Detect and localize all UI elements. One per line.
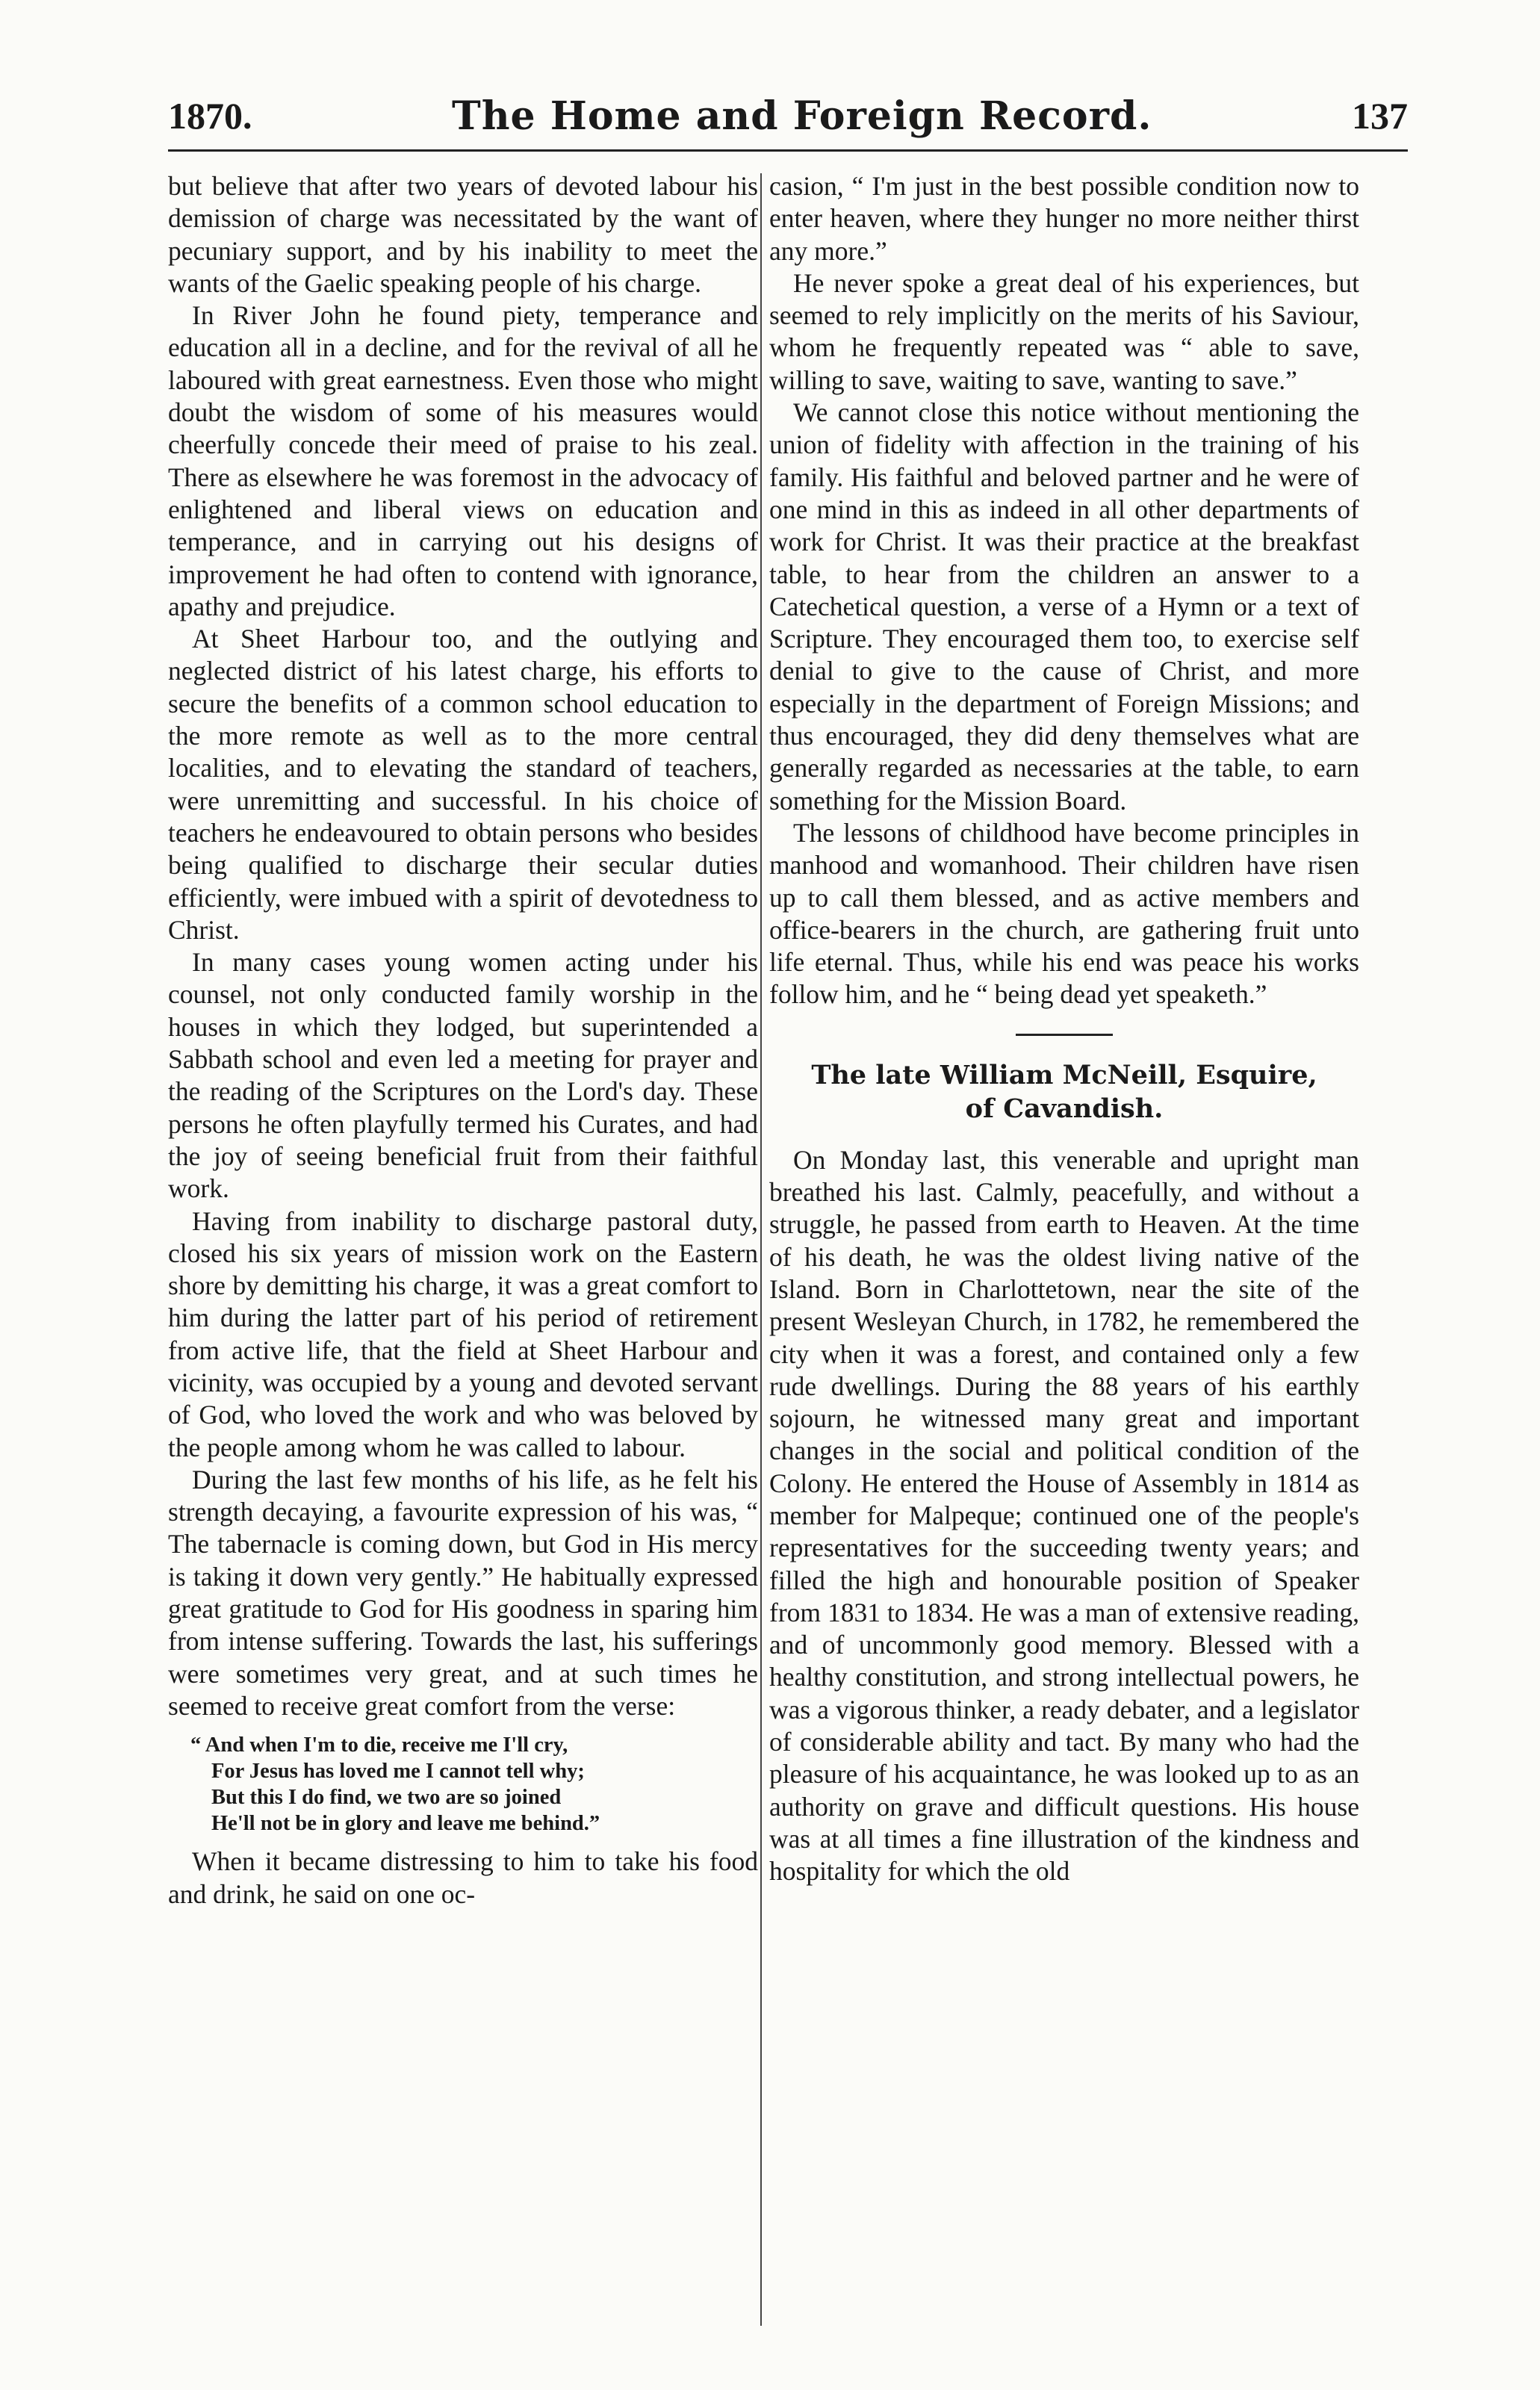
paragraph: During the last few months of his life, as he felt his strength decaying, a favourite expression of his was, “ The tabernacle is coming down, but God in His mercy is taking it down very gently.” He habitually expressed great gratitude to God for His goodness in sparing him from intense suffering. Towards the last, his sufferings were sometimes very great, and at such times he seemed to receive great comfort from the verse: (168, 1464, 758, 1721)
article-title-line: The late William McNeill, Esquire, (811, 1059, 1317, 1090)
paragraph: Having from inability to discharge pastoral duty, closed his six years of mission work on the Eastern shore by demitting his charge, it was a great comfort to him during the latter part of his period of retirement from active life, that the field at Sheet Harbour and vicinity, was occupied by a young and devoted servant of God, who loved the work and who was beloved by the people among whom he was called to labour. (168, 1205, 758, 1462)
paragraph: In River John he found piety, temperance and education all in a decline, and for the revival of all he laboured with great earnestness. Even those who might doubt the wisdom of some of his measures would cheerfully concede their meed of praise to his zeal. There as elsewhere he was foremost in the advocacy of enlightened and liberal views on education and temperance, and in carrying out his designs of improvement he had often to contend with ignorance, apathy and prejudice. (168, 300, 758, 621)
header-rule (168, 149, 1408, 152)
article-title (769, 1058, 1359, 1126)
paragraph: casion, “ I'm just in the best possible condition now to enter heaven, where they hunger no more neither thirst any more.” (769, 171, 1359, 266)
journal-title: The Home and Foreign Record. (452, 93, 1152, 139)
right-column (769, 170, 1359, 2336)
verse-line: For Jesus has loved me I cannot tell why; (211, 1760, 585, 1784)
paragraph: We cannot close this notice without mentioning the union of fidelity with affection in the training of his family. His faithful and beloved partner and he were of one mind in this as indeed in all other departments of work for Christ. It was their practice at the breakfast table, to hear from the children an answer to a Catechetical question, a verse of a Hymn or a text of Scripture. They encouraged them too, to exercise self denial to give to the cause of Christ, and more especially in the department of Foreign Missions; and thus encouraged, they did deny themselves what are generally regarded as necessaries at the table, to earn something for the Mission Board. (769, 397, 1359, 816)
left-column (168, 170, 758, 2336)
running-header (168, 90, 1408, 142)
paragraph: The lessons of childhood have become principles in manhood and womanhood. Their children have risen up to call them blessed, and as active members and office-bearers in the church, are gathering fruit unto life eternal. Thus, while his end was peace his works follow him, and he “ being dead yet speaketh.” (769, 817, 1359, 1010)
paragraph: When it became distressing to him to take his food and drink, he said on one oc- (168, 1846, 758, 1909)
page-number: 137 (1351, 95, 1408, 137)
verse-line: But this I do find, we two are so joined (211, 1785, 562, 1809)
verse-line: “ And when I'm to die, receive me I'll cry, (190, 1733, 568, 1757)
paragraph: but believe that after two years of devoted labour his demission of charge was necessitated by the want of pecuniary support, and by his inability to meet the wants of the Gaelic speaking people of his charge. (168, 171, 758, 298)
paragraph: In many cases young women acting under his counsel, not only conducted family worship in the houses in which they lodged, but superintended a Sabbath school and even led a meeting for prayer and the reading of the Scriptures on the Lord's day. These persons he often playfully termed his Curates, and had the joy of seeing beneficial fruit from their faithful work. (168, 947, 758, 1204)
paragraph: At Sheet Harbour too, and the outlying and neglected district of his latest charge, his efforts to secure the benefits of a common school education to the more remote as well as to the more central localities, and to elevating the standard of teachers, were unremitting and successful. In his choice of teachers he endeavoured to obtain persons who besides being qualified to discharge their secular duties efficiently, were imbued with a spirit of devotedness to Christ. (168, 624, 758, 945)
header-year: 1870. (168, 95, 252, 137)
verse-line: He'll not be in glory and leave me behind.” (211, 1811, 600, 1835)
column-rule (760, 173, 762, 2326)
article-title-line: of Cavandish. (965, 1093, 1164, 1125)
section-separator (1016, 1034, 1113, 1036)
paragraph: He never spoke a great deal of his experiences, but seemed to rely implicitly on the merits of his Saviour, whom he frequently repeated was “ able to save, willing to save, waiting to save, wanting to save.” (769, 267, 1359, 395)
hymn-verse (190, 1733, 758, 1837)
paragraph: On Monday last, this venerable and upright man breathed his last. Calmly, peacefully, and without a struggle, he passed from earth to Heaven. At the time of his death, he was the oldest living native of the Island. Born in Charlottetown, near the site of the present Wesleyan Church, in 1782, he remembered the city when it was a forest, and contained only a few rude dwellings. During the 88 years of his earthly sojourn, he witnessed many great and important changes in the social and political condition of the Colony. He entered the House of Assembly in 1814 as member for Malpeque; continued one of the people's representatives for the succeeding twenty years; and filled the high and honourable position of Speaker from 1831 to 1834. He was a man of extensive reading, and of uncommonly good memory. Blessed with a healthy constitution, and strong intellectual powers, he was a vigorous thinker, a ready debater, and a legislator of considerable ability and tact. By many who had the pleasure of his acquaintance, he was looked up to as an authority on grave and difficult questions. His house was at all times a fine illustration of the kindness and hospitality for which the old (769, 1144, 1359, 1887)
